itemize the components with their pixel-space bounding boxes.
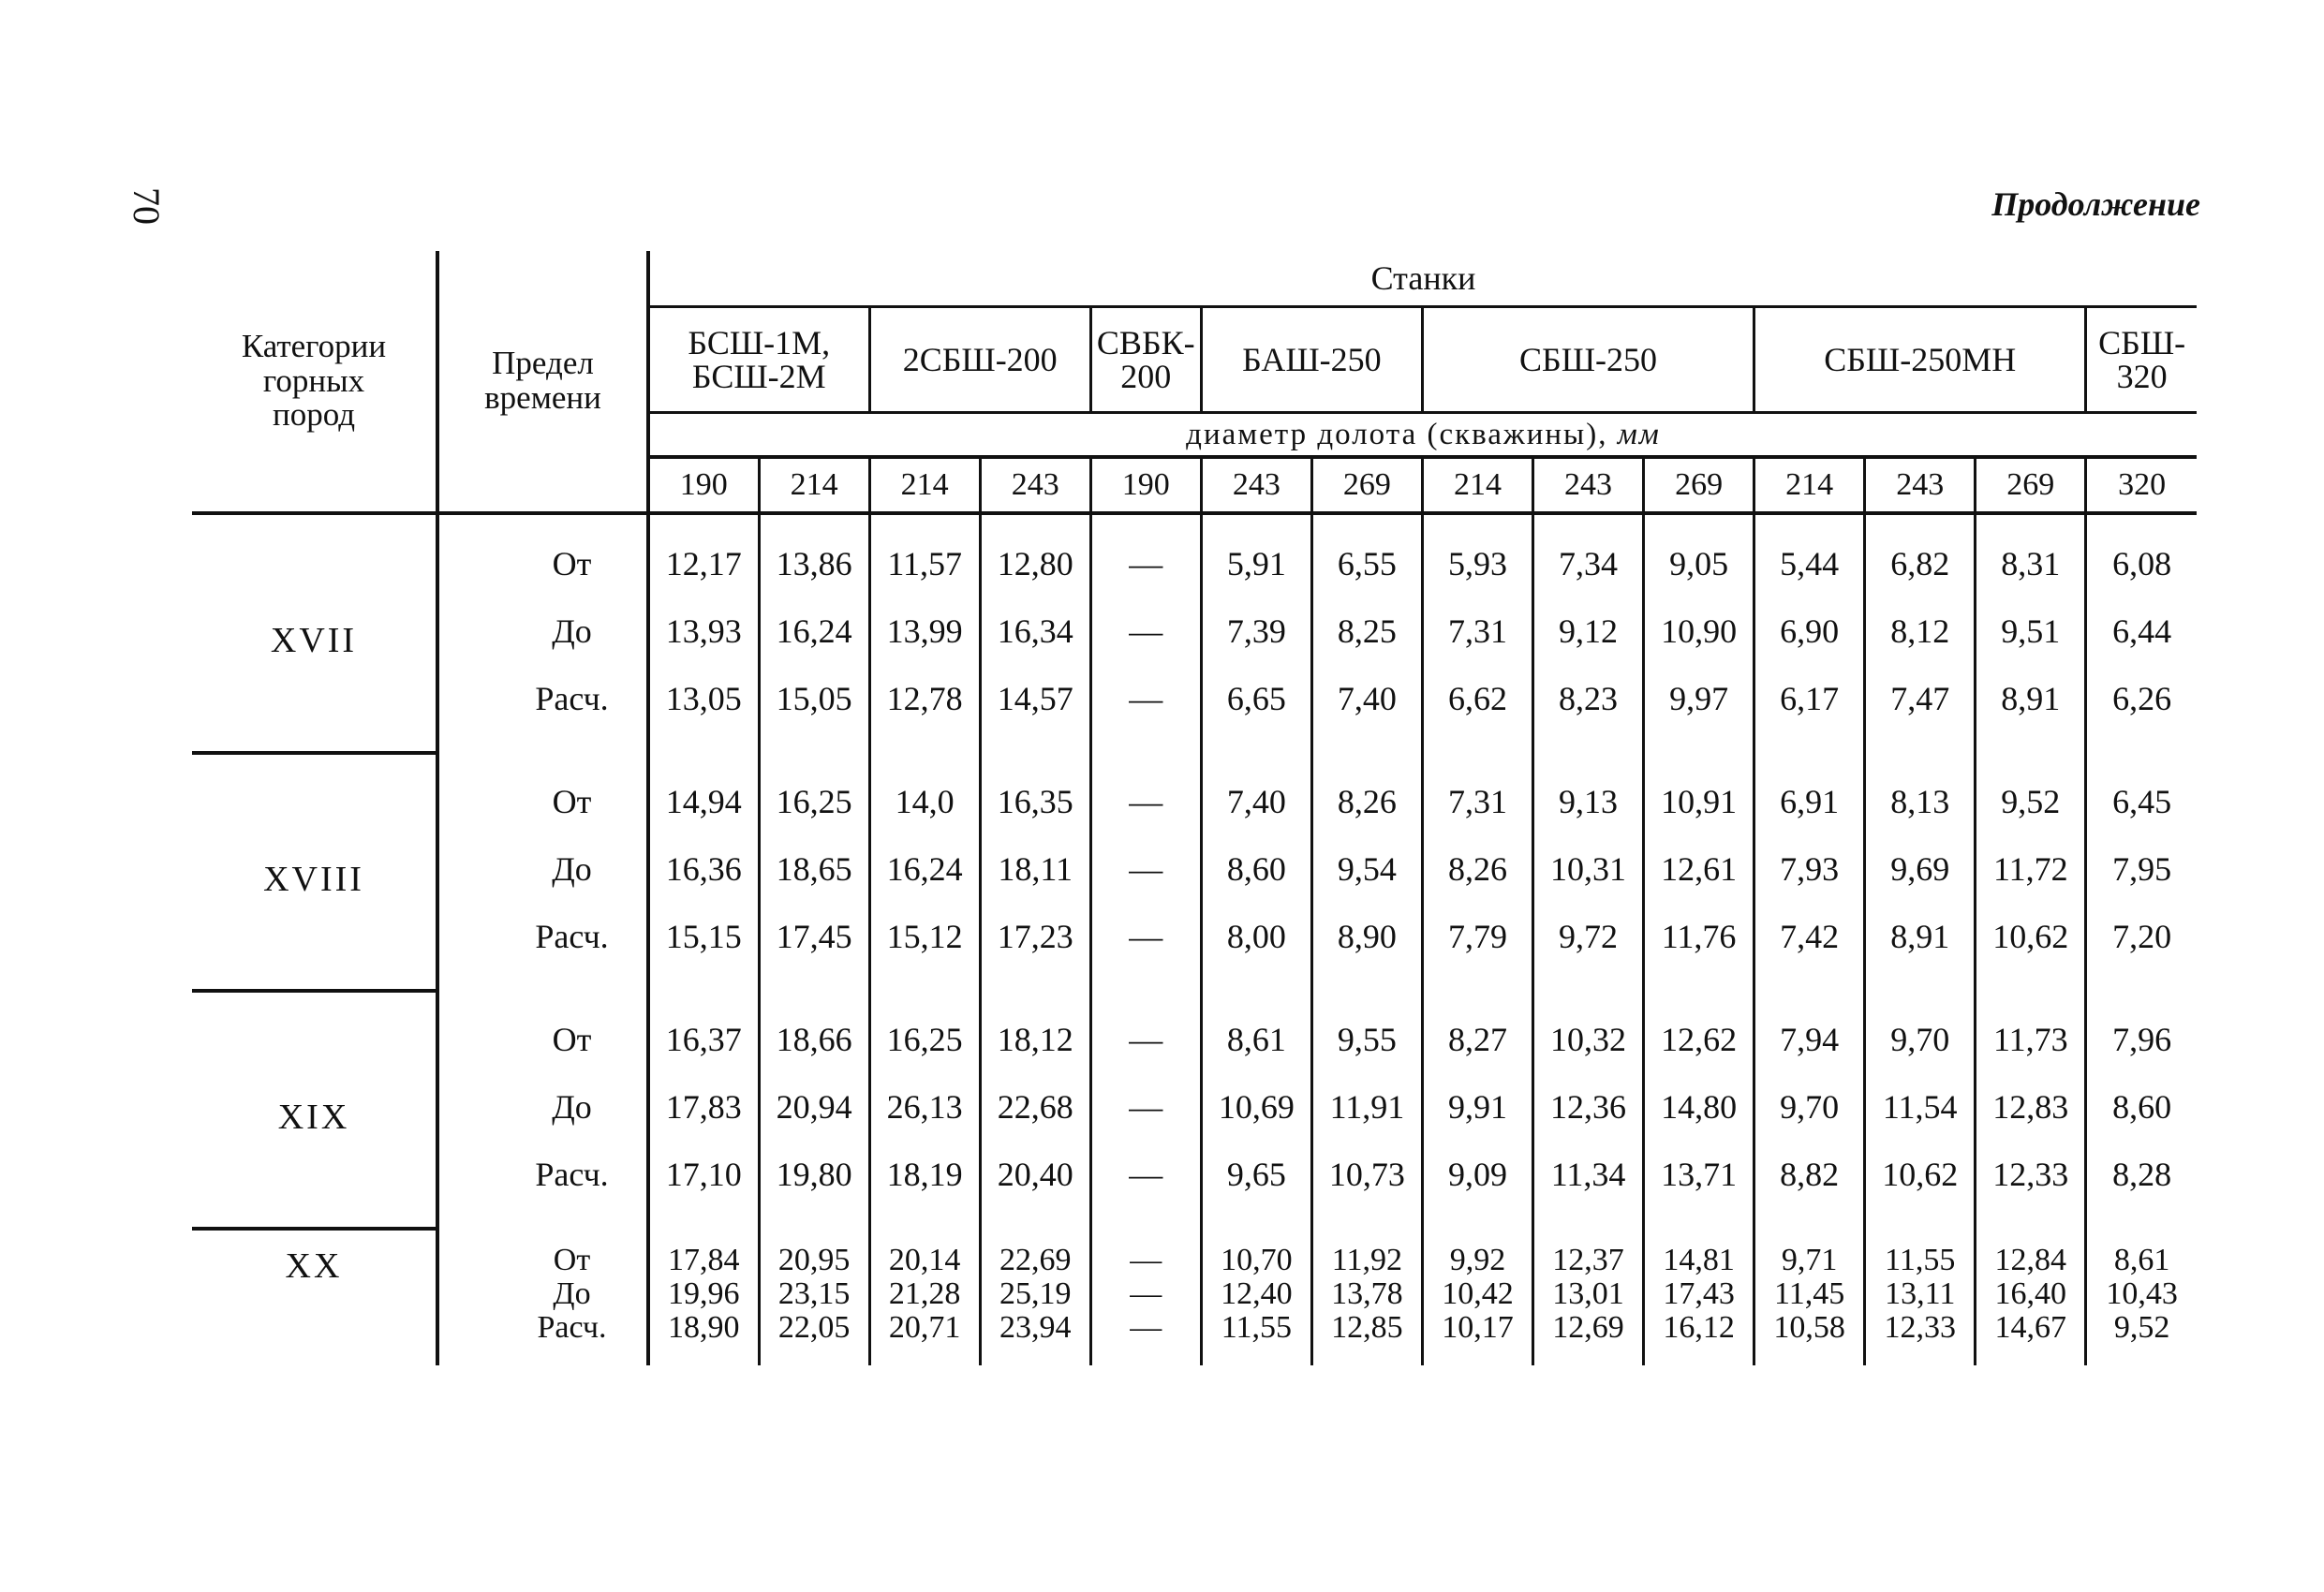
table-cell: 9,09 (1422, 1141, 1532, 1229)
table-cell: 16,12 (1644, 1311, 1754, 1365)
table-cell: 12,84 (1976, 1229, 2086, 1277)
table-cell: 12,40 (1201, 1277, 1311, 1311)
table-cell: 13,99 (869, 597, 980, 665)
table-cell: 10,90 (1644, 597, 1754, 665)
table-cell: 18,90 (648, 1311, 759, 1365)
machine-name-line: БСШ-2М (691, 358, 826, 395)
table-cell: 12,33 (1865, 1311, 1976, 1365)
table-cell: — (1090, 597, 1201, 665)
table-cell: 10,58 (1754, 1311, 1865, 1365)
bit-diameter-header: 269 (1976, 457, 2086, 513)
table-cell: 8,60 (2086, 1073, 2197, 1141)
table-cell: 17,23 (980, 903, 1090, 991)
table-cell: 20,14 (869, 1229, 980, 1277)
table-cell: — (1090, 903, 1201, 991)
machine-header (648, 307, 869, 413)
table-cell: 8,00 (1201, 903, 1311, 991)
table-cell: 15,05 (759, 665, 869, 753)
table-cell: 16,34 (980, 597, 1090, 665)
table-cell: 18,65 (759, 835, 869, 903)
table-cell: 8,61 (1201, 991, 1311, 1073)
table-cell: 10,32 (1533, 991, 1644, 1073)
table-cell: 7,47 (1865, 665, 1976, 753)
table-row (192, 513, 2197, 597)
table-cell: 12,80 (980, 513, 1090, 597)
table-cell: 7,93 (1754, 835, 1865, 903)
table-cell: 13,78 (1311, 1277, 1422, 1311)
table-cell: 6,26 (2086, 665, 2197, 753)
table-cell: 6,17 (1754, 665, 1865, 753)
table-cell: 7,31 (1422, 753, 1532, 835)
table-cell: 8,60 (1201, 835, 1311, 903)
bit-diameter-header: 243 (1201, 457, 1311, 513)
table-cell: 20,94 (759, 1073, 869, 1141)
table-cell: 6,45 (2086, 753, 2197, 835)
table-cell: 7,31 (1422, 597, 1532, 665)
table-cell: 14,0 (869, 753, 980, 835)
machine-name-line: СБШ-250 (1519, 341, 1658, 378)
table-cell: 9,51 (1976, 597, 2086, 665)
bit-diameter-header: 269 (1644, 457, 1754, 513)
table-cell: 8,90 (1311, 903, 1422, 991)
table-cell: 25,19 (980, 1277, 1090, 1311)
table-cell: 7,96 (2086, 991, 2197, 1073)
table-cell: 13,01 (1533, 1277, 1644, 1311)
table-cell: 26,13 (869, 1073, 980, 1141)
table-cell: — (1090, 1073, 1201, 1141)
rock-category: XVIII (192, 753, 437, 991)
table-cell: 8,91 (1865, 903, 1976, 991)
table-cell: 9,72 (1533, 903, 1644, 991)
table-cell: 21,28 (869, 1277, 980, 1311)
table-cell: 12,69 (1533, 1311, 1644, 1365)
table-cell: 8,26 (1311, 753, 1422, 835)
table-cell: 7,79 (1422, 903, 1532, 991)
table-cell: 8,26 (1422, 835, 1532, 903)
bit-diameter-header: 243 (1533, 457, 1644, 513)
time-limit-label: От (437, 753, 648, 835)
table-cell: 10,73 (1311, 1141, 1422, 1229)
time-limit-label: Расч. (437, 665, 648, 753)
table-cell: 10,70 (1201, 1229, 1311, 1277)
rock-category: XVII (192, 513, 437, 753)
diameter-unit: мм (1617, 417, 1661, 451)
machine-name-line: 200 (1120, 358, 1172, 395)
table-cell: 16,35 (980, 753, 1090, 835)
table-row (192, 753, 2197, 835)
category-header-line: Категории (241, 327, 387, 364)
table-cell: 10,62 (1865, 1141, 1976, 1229)
table-cell: 16,37 (648, 991, 759, 1073)
table-cell: 8,28 (2086, 1141, 2197, 1229)
bit-diameter-header: 214 (869, 457, 980, 513)
table-cell: 17,84 (648, 1229, 759, 1277)
table-cell: — (1090, 513, 1201, 597)
table-row (192, 1311, 2197, 1365)
table-cell: 16,24 (869, 835, 980, 903)
table-cell: — (1090, 835, 1201, 903)
table-cell: 9,65 (1201, 1141, 1311, 1229)
table-cell: 17,83 (648, 1073, 759, 1141)
table-cell: 22,05 (759, 1311, 869, 1365)
table-cell: 9,05 (1644, 513, 1754, 597)
table-cell: 9,91 (1422, 1073, 1532, 1141)
table-cell: 9,71 (1754, 1229, 1865, 1277)
table-cell: 6,55 (1311, 513, 1422, 597)
table-cell: 12,61 (1644, 835, 1754, 903)
table-cell: 6,91 (1754, 753, 1865, 835)
table-cell: 9,70 (1865, 991, 1976, 1073)
table-row (192, 1229, 2197, 1277)
time-limit-label: От (437, 1229, 648, 1277)
table-cell: 8,61 (2086, 1229, 2197, 1277)
table-cell: 13,05 (648, 665, 759, 753)
table-cell: 16,25 (759, 753, 869, 835)
table-cell: 23,15 (759, 1277, 869, 1311)
machine-header (1754, 307, 2086, 413)
rock-category: XX (285, 1246, 343, 1286)
machine-header (1090, 307, 1201, 413)
table-cell: — (1090, 1311, 1201, 1365)
machine-name-line: СВБК- (1096, 324, 1195, 361)
table-cell: 7,40 (1201, 753, 1311, 835)
table-cell: — (1090, 1277, 1201, 1311)
table-cell: 6,90 (1754, 597, 1865, 665)
table-cell: 16,40 (1976, 1277, 2086, 1311)
table-cell: 9,54 (1311, 835, 1422, 903)
table-cell: 17,43 (1644, 1277, 1754, 1311)
table-cell: 7,39 (1201, 597, 1311, 665)
table-cell: 22,68 (980, 1073, 1090, 1141)
table-cell: 11,34 (1533, 1141, 1644, 1229)
table-cell: 6,65 (1201, 665, 1311, 753)
table-cell: 14,57 (980, 665, 1090, 753)
table-row (192, 1277, 2197, 1311)
bit-diameter-header: 243 (1865, 457, 1976, 513)
table-cell: 12,78 (869, 665, 980, 753)
machine-name-line: БАШ-250 (1242, 341, 1382, 378)
machine-name-line: 2СБШ-200 (902, 341, 1058, 378)
category-header-line: горных (262, 361, 365, 399)
table-row (192, 835, 2197, 903)
bit-diameter-header: 269 (1311, 457, 1422, 513)
time-limit-label: До (437, 1073, 648, 1141)
table-cell: 12,85 (1311, 1311, 1422, 1365)
table-cell: 14,81 (1644, 1229, 1754, 1277)
table-cell: 8,31 (1976, 513, 2086, 597)
table-cell: 22,69 (980, 1229, 1090, 1277)
table-cell: 18,11 (980, 835, 1090, 903)
table-cell: — (1090, 753, 1201, 835)
table-cell: 20,71 (869, 1311, 980, 1365)
bit-diameter-header: 214 (1754, 457, 1865, 513)
rock-category: XIX (192, 991, 437, 1229)
table-cell: 10,17 (1422, 1311, 1532, 1365)
column-header-category (192, 251, 437, 513)
table-cell: 8,82 (1754, 1141, 1865, 1229)
table-cell: 12,62 (1644, 991, 1754, 1073)
table-cell: 6,08 (2086, 513, 2197, 597)
table-row (192, 1141, 2197, 1229)
table-cell: 18,66 (759, 991, 869, 1073)
time-limit-label: До (437, 597, 648, 665)
table-cell: 13,86 (759, 513, 869, 597)
table-cell: 14,67 (1976, 1311, 2086, 1365)
table-cell: 5,91 (1201, 513, 1311, 597)
machine-name-line: СБШ- (2098, 324, 2186, 361)
diameter-label (648, 413, 2197, 458)
table-cell: 7,95 (2086, 835, 2197, 903)
table-cell: 10,43 (2086, 1277, 2197, 1311)
table-cell: 15,12 (869, 903, 980, 991)
bit-diameter-header: 214 (1422, 457, 1532, 513)
table-cell: 23,94 (980, 1311, 1090, 1365)
table-cell: 9,70 (1754, 1073, 1865, 1141)
table-cell: 6,62 (1422, 665, 1532, 753)
time-limit-label: От (437, 513, 648, 597)
table-cell: 11,91 (1311, 1073, 1422, 1141)
machine-header (1422, 307, 1754, 413)
table-cell: 13,93 (648, 597, 759, 665)
time-limit-label: Расч. (437, 903, 648, 991)
time-limit-label: До (437, 835, 648, 903)
table-cell: 7,42 (1754, 903, 1865, 991)
bit-diameter-header: 320 (2086, 457, 2197, 513)
table-cell: 19,80 (759, 1141, 869, 1229)
table-row (192, 903, 2197, 991)
bit-diameter-header: 214 (759, 457, 869, 513)
continuation-label: Продолжение (1991, 185, 2200, 223)
limit-header-line: Предел (492, 345, 594, 382)
limit-header-line: времени (484, 379, 601, 416)
column-header-limit (437, 251, 648, 513)
machine-name-line: 320 (2116, 358, 2168, 395)
table-cell: 10,31 (1533, 835, 1644, 903)
machine-name-line: БСШ-1М, (688, 324, 831, 361)
table-cell: 11,92 (1311, 1229, 1422, 1277)
table-cell: 16,24 (759, 597, 869, 665)
table-cell: 16,36 (648, 835, 759, 903)
machine-header (1201, 307, 1422, 413)
table-cell: 8,27 (1422, 991, 1532, 1073)
machines-title: Станки (648, 251, 2197, 307)
drilling-rate-table (192, 251, 2197, 1365)
table-cell: 11,72 (1976, 835, 2086, 903)
table-cell: 9,52 (2086, 1311, 2197, 1365)
table-cell: 12,17 (648, 513, 759, 597)
table-cell: 9,69 (1865, 835, 1976, 903)
table-cell: 5,93 (1422, 513, 1532, 597)
table-row (192, 1073, 2197, 1141)
table-cell: 9,52 (1976, 753, 2086, 835)
table-cell: 12,83 (1976, 1073, 2086, 1141)
machine-name-line: СБШ-250МН (1824, 341, 2017, 378)
table-cell: 8,91 (1976, 665, 2086, 753)
table-cell: 8,23 (1533, 665, 1644, 753)
table-cell: 10,69 (1201, 1073, 1311, 1141)
table-cell: 9,12 (1533, 597, 1644, 665)
table-cell: 9,13 (1533, 753, 1644, 835)
table-cell: 8,12 (1865, 597, 1976, 665)
table-cell: 17,45 (759, 903, 869, 991)
table-cell: 12,33 (1976, 1141, 2086, 1229)
time-limit-label: От (437, 991, 648, 1073)
table-cell: 10,91 (1644, 753, 1754, 835)
table-cell: 8,25 (1311, 597, 1422, 665)
table-row (192, 991, 2197, 1073)
table-cell: 17,10 (648, 1141, 759, 1229)
table-cell: 15,15 (648, 903, 759, 991)
table-cell: 12,36 (1533, 1073, 1644, 1141)
table-cell: 7,20 (2086, 903, 2197, 991)
header-row-title (192, 251, 2197, 307)
table-cell: 7,94 (1754, 991, 1865, 1073)
table-cell: 9,97 (1644, 665, 1754, 753)
table-cell: 19,96 (648, 1277, 759, 1311)
table-cell: 7,40 (1311, 665, 1422, 753)
table-cell: 10,62 (1976, 903, 2086, 991)
table-cell: 12,37 (1533, 1229, 1644, 1277)
diameter-text: диаметр долота (скважины), (1186, 417, 1608, 451)
table-cell: 11,55 (1865, 1229, 1976, 1277)
table-cell: 8,13 (1865, 753, 1976, 835)
table-cell: 6,44 (2086, 597, 2197, 665)
bit-diameter-header: 190 (648, 457, 759, 513)
table-cell: 11,73 (1976, 991, 2086, 1073)
time-limit-label: Расч. (437, 1141, 648, 1229)
time-limit-label: До (437, 1277, 648, 1311)
machine-header (869, 307, 1090, 413)
table-cell: — (1090, 665, 1201, 753)
table-cell: 11,55 (1201, 1311, 1311, 1365)
table-cell: 20,40 (980, 1141, 1090, 1229)
table-cell: 18,12 (980, 991, 1090, 1073)
table-cell: — (1090, 1141, 1201, 1229)
table-cell: 6,82 (1865, 513, 1976, 597)
table-cell: 9,55 (1311, 991, 1422, 1073)
bit-diameter-header: 243 (980, 457, 1090, 513)
table-cell: 11,57 (869, 513, 980, 597)
table-row (192, 665, 2197, 753)
table-cell: — (1090, 991, 1201, 1073)
bit-diameter-header: 190 (1090, 457, 1201, 513)
table-cell: 9,92 (1422, 1229, 1532, 1277)
page-number: 70 (126, 187, 168, 225)
table-cell: 14,94 (648, 753, 759, 835)
table-cell: 13,71 (1644, 1141, 1754, 1229)
table-cell: 11,45 (1754, 1277, 1865, 1311)
table-cell: — (1090, 1229, 1201, 1277)
table-cell: 13,11 (1865, 1277, 1976, 1311)
table-row (192, 597, 2197, 665)
table-cell: 18,19 (869, 1141, 980, 1229)
table-cell: 20,95 (759, 1229, 869, 1277)
table-cell: 10,42 (1422, 1277, 1532, 1311)
machine-header (2086, 307, 2197, 413)
table-cell: 11,54 (1865, 1073, 1976, 1141)
table-cell: 11,76 (1644, 903, 1754, 991)
category-header-line: пород (272, 396, 356, 434)
table-cell: 14,80 (1644, 1073, 1754, 1141)
time-limit-label: Расч. (437, 1311, 648, 1365)
table-cell: 5,44 (1754, 513, 1865, 597)
table-cell: 16,25 (869, 991, 980, 1073)
table-cell: 7,34 (1533, 513, 1644, 597)
